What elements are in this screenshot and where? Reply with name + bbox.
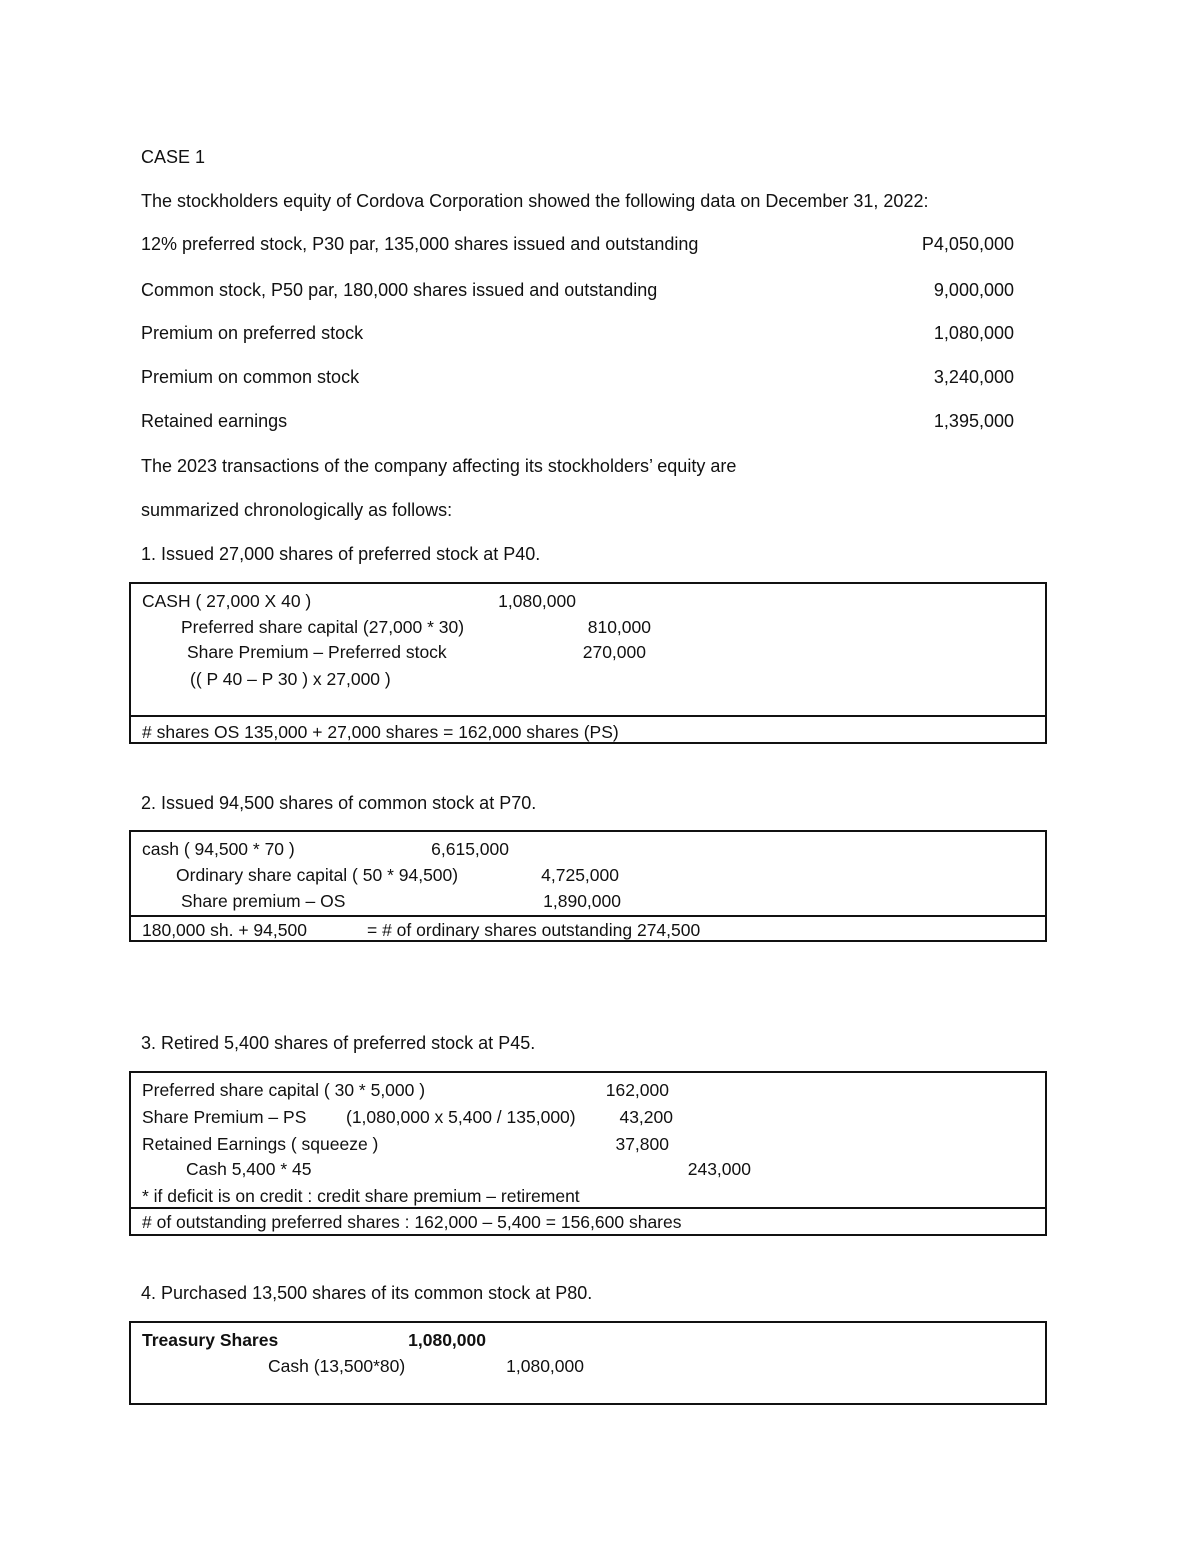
credit-line-label: Share premium – OS (181, 891, 346, 911)
debit-line-amount: 1,080,000 (408, 1330, 486, 1350)
credit-line-amount: 810,000 (587, 617, 651, 637)
transaction-3-title: 3. Retired 5,400 shares of preferred stock at P45. (141, 1033, 536, 1053)
debit-line-amount: 43,200 (619, 1107, 673, 1127)
transaction-4-title: 4. Purchased 13,500 shares of its common stock at P80. (141, 1283, 593, 1303)
debit-line-label: Preferred share capital ( 30 * 5,000 ) (142, 1080, 426, 1100)
retirement-note: * if deficit is on credit : credit share premium – retirement (142, 1186, 580, 1206)
transaction-1-title: 1. Issued 27,000 shares of preferred stock at P40. (141, 544, 541, 564)
credit-line-amount: 4,725,000 (541, 865, 619, 885)
box-divider (131, 1207, 1045, 1209)
case-heading: CASE 1 (141, 147, 206, 167)
credit-line-amount: 270,000 (582, 642, 646, 662)
debit-line-label: cash ( 94,500 * 70 ) (142, 839, 295, 859)
computation-detail: (1,080,000 x 5,400 / 135,000) (346, 1107, 576, 1127)
debit-line-amount: 1,080,000 (498, 591, 576, 611)
equity-item-amount: P4,050,000 (921, 234, 1014, 254)
equity-item-amount: 3,240,000 (933, 367, 1014, 387)
credit-line-label: Cash (13,500*80) (268, 1356, 406, 1376)
debit-line-label: Share Premium – PS (142, 1107, 307, 1127)
credit-line-label: Ordinary share capital ( 50 * 94,500) (176, 865, 459, 885)
journal-entry-box-4 (129, 1321, 1047, 1405)
journal-entry-box-2 (129, 830, 1047, 942)
intro-text: The stockholders equity of Cordova Corporation showed the following data on December 31, 2022: (141, 191, 929, 211)
credit-line-label: Share Premium – Preferred stock (187, 642, 447, 662)
equity-item-amount: 1,080,000 (933, 323, 1014, 343)
credit-line-amount: 1,890,000 (543, 891, 621, 911)
debit-line-label: Treasury Shares (142, 1330, 279, 1350)
debit-line-amount: 37,800 (615, 1134, 669, 1154)
equity-item-label: Premium on preferred stock (141, 323, 364, 343)
journal-entry-box-1 (129, 582, 1047, 744)
equity-item-amount: 9,000,000 (933, 280, 1014, 300)
equity-item-label: 12% preferred stock, P30 par, 135,000 shares issued and outstanding (141, 234, 699, 254)
debit-line-label: CASH ( 27,000 X 40 ) (142, 591, 312, 611)
transactions-intro-line1: The 2023 transactions of the company affecting its stockholders’ equity are (141, 456, 737, 476)
transaction-2-title: 2. Issued 94,500 shares of common stock at P70. (141, 793, 537, 813)
equity-item-label: Premium on common stock (141, 367, 360, 387)
shares-outstanding-note: # of outstanding preferred shares : 162,000 – 5,400 = 156,600 shares (142, 1212, 682, 1232)
shares-outstanding-note-left: 180,000 sh. + 94,500 (142, 920, 307, 940)
credit-line-label: Preferred share capital (27,000 * 30) (181, 617, 465, 637)
shares-outstanding-note: # shares OS 135,000 + 27,000 shares = 162,000 shares (PS) (142, 722, 619, 742)
box-divider (131, 915, 1045, 917)
debit-line-amount: 6,615,000 (431, 839, 509, 859)
credit-line-label: Cash 5,400 * 45 (186, 1159, 312, 1179)
credit-line-amount: 243,000 (687, 1159, 751, 1179)
debit-line-label: Retained Earnings ( squeeze ) (142, 1134, 379, 1154)
debit-line-amount: 162,000 (605, 1080, 669, 1100)
transactions-intro-line2: summarized chronologically as follows: (141, 500, 453, 520)
equity-item-label: Retained earnings (141, 411, 288, 431)
equity-item-amount: 1,395,000 (933, 411, 1014, 431)
credit-line-amount: 1,080,000 (506, 1356, 584, 1376)
equity-item-label: Common stock, P50 par, 180,000 shares issued and outstanding (141, 280, 658, 300)
box-divider (131, 715, 1045, 717)
shares-outstanding-note-right: = # of ordinary shares outstanding 274,500 (367, 920, 701, 940)
computation-note: (( P 40 – P 30 ) x 27,000 ) (190, 669, 391, 689)
journal-entry-box-3 (129, 1071, 1047, 1236)
